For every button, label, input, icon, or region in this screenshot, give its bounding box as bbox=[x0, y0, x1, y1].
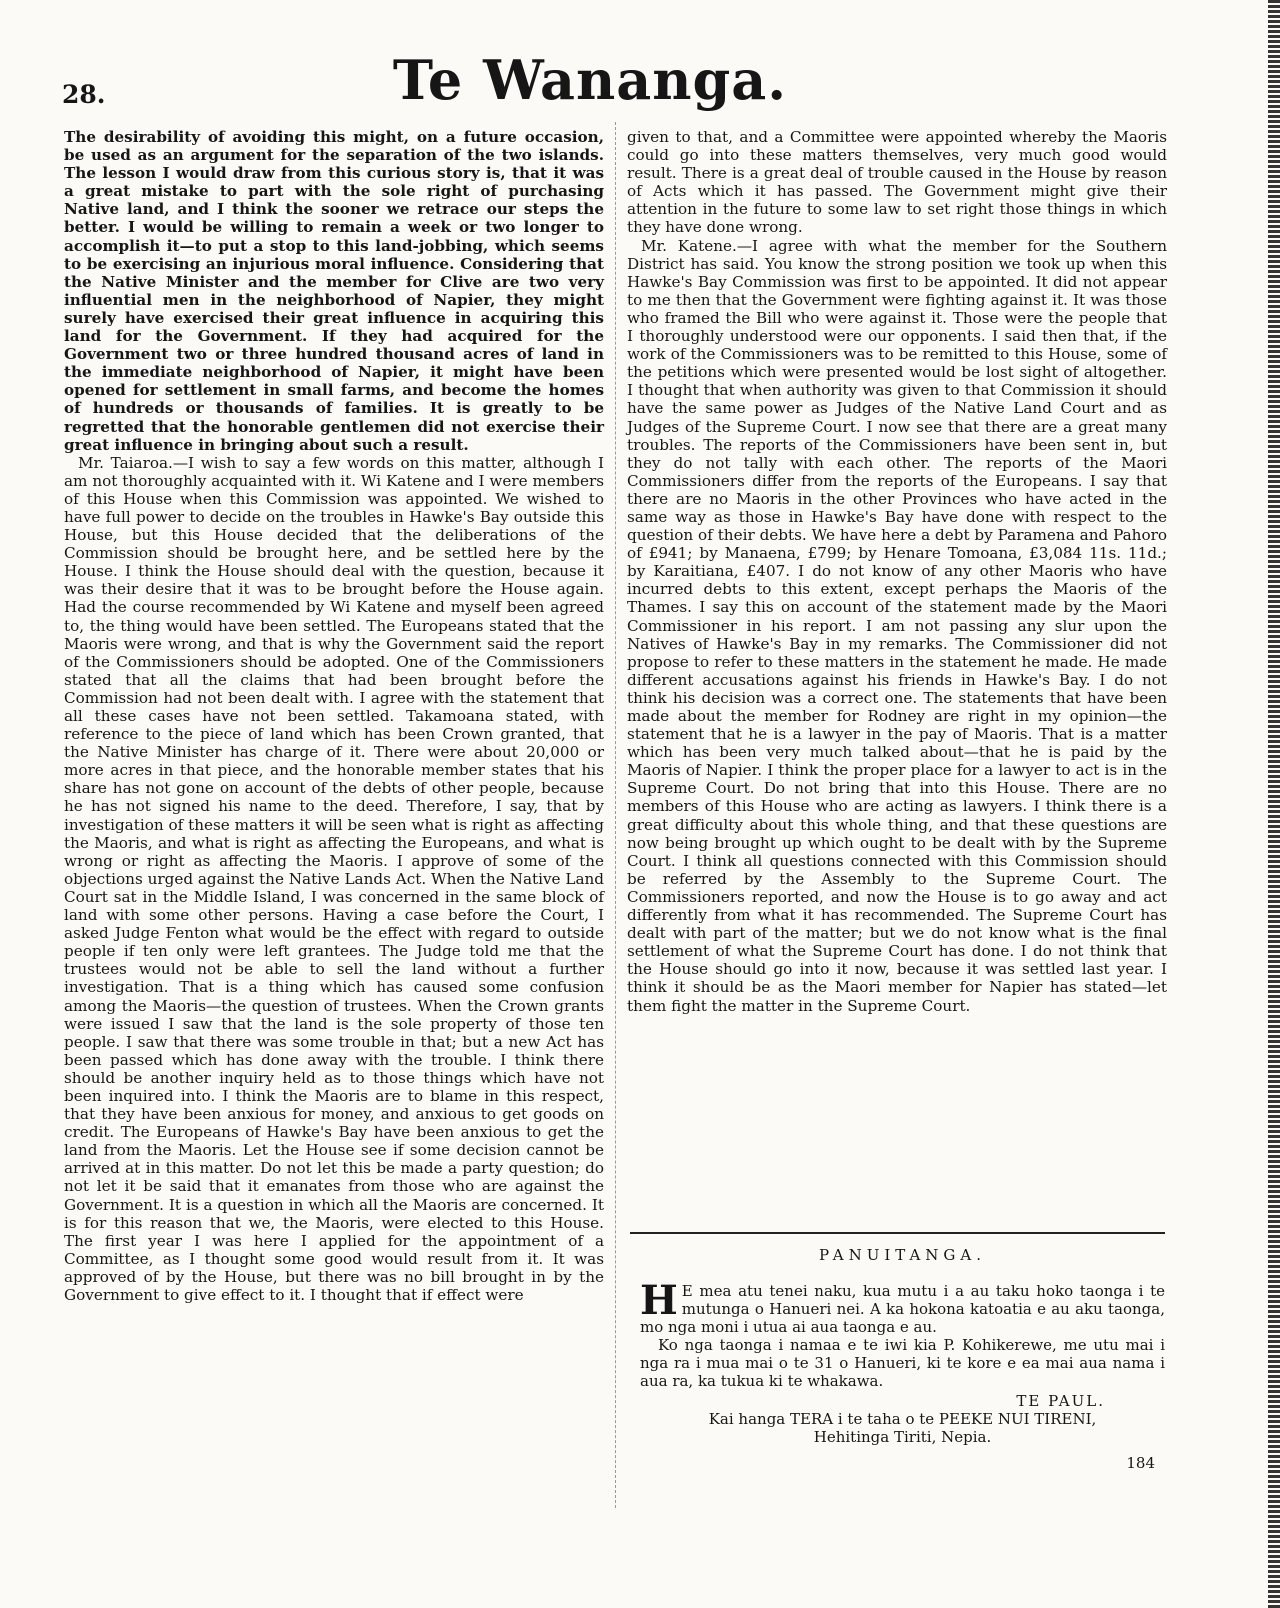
notice-number: 184 bbox=[1126, 1454, 1155, 1472]
page-edge bbox=[1268, 0, 1280, 1608]
notice-title: PANUITANGA. bbox=[819, 1246, 986, 1264]
page-number: 28. bbox=[62, 80, 106, 109]
notice-advertisement bbox=[640, 1246, 1165, 1472]
masthead-title: Te Wananga. bbox=[392, 48, 788, 112]
paragraph: Mr. Katene.—I agree with what the member for the Southern District has said. You know the strong position we took up when this Hawke's Bay Commission was first to be appointed. It did not appear to me then that the Government were fighting against it. It was those who framed the Bill who were against it. Those were the people that I thoroughly understood were our opponents. I said then that, if the work of the Commissioners was to be remitted to this House, some of the petitions which were presented would be lost sight of altogether. I thought that when authority was given to that Commission it should have the same power as Judges of the Native Land Court and as Judges of the Supreme Court. I now see that there are a great many troubles. The reports of the Commissioners have been sent in, but they do not tally with each other. The reports of the Maori Commissioners differ from the reports of the Europeans. I say that there are no Maoris in the other Provinces who have acted in the same way as those in Hawke's Bay have done with respect to the question of their debts. We have here a debt by Paramena and Pahoro of £941; by Manaena, £799; by Henare Tomoana, £3,084 11s. 11d.; by Karaitiana, £407. I do not know of any other Maoris who have incurred debts to this extent, except perhaps the Maoris of the Thames. I say this on account of the statement made by the Maori Commissioner in his report. I am not passing any slur upon the Natives of Hawke's Bay in my remarks. The Commissioner did not propose to refer to these matters in the statement he made. He made different accusations against his friends in Hawke's Bay. I do not think his decision was a correct one. The statements that have been made about the member for Rodney are right in my opinion—the statement that he is a lawyer in the pay of Maoris. That is a matter which has been very much talked about—that he is paid by the Maoris of Napier. I think the proper place for a lawyer to act is in the Supreme Court. Do not bring that into this House. There are no members of this House who are acting as lawyers. I think there is a great difficulty about this whole thing, and that these questions are now being brought up which ought to be dealt with by the Supreme Court. I think all questions connected with this Commission should be referred by the Assembly to the Supreme Court. The Commissioners reported, and now the House is to go away and act differently from what it has recommended. The Supreme Court has dealt with part of the matter; but we do not know what is the final settlement of what the Supreme Court has done. I do not think that the House should go into it now, because it was settled last year. I think it should be as the Maori member for Napier has stated—let them fight the matter in the Supreme Court. bbox=[627, 236, 1167, 1015]
notice-address: Hehitinga Tiriti, Nepia. bbox=[813, 1428, 992, 1446]
notice-paragraph: Ko nga taonga i namaa e te iwi kia P. Kohikerewe, me utu mai i nga ra i mua mai o te 31 o Hanueri, ki te kore e ea mai aua nama i aua ra, ka tukua ki te whakawa. bbox=[640, 1336, 1165, 1390]
drop-cap: H bbox=[640, 1277, 678, 1324]
paragraph: Mr. Taiaroa.—I wish to say a few words on this matter, although I am not thoroughly acquainted with it. Wi Katene and I were members of this House when this Commission was appointed. We wished to have full power to decide on the troubles in Hawke's Bay outside this House, but this House decided that the deliberations of the Commission should be brought here, and be settled here by the House. I think the House should deal with the question, because it was their desire that it was to be brought before the House again. Had the course recommended by Wi Katene and myself been agreed to, the thing would have been settled. The Europeans stated that the Maoris were wrong, and that is why the Government said the report of the Commissioners should be adopted. One of the Commissioners stated that all the claims that had been brought before the Commission had not been dealt with. I agree with the statement that all these cases have not been settled. Takamoana stated, with reference to the piece of land which has been Crown granted, that the Native Minister has charge of it. There were about 20,000 or more acres in that piece, and the honorable member states that his share has not gone on account of the debts of other people, because he has not signed his name to the deed. Therefore, I say, that by investigation of these matters it will be seen what is right as affecting the Maoris, and what is right as affecting the Europeans, and what is wrong or right as affecting the Maoris. I approve of some of the objections urged against the Native Lands Act. When the Native Land Court sat in the Middle Island, I was concerned in the same block of land with some other persons. Having a case before the Court, I asked Judge Fenton what would be the effect with regard to outside people if ten only were left grantees. The Judge told me that the trustees would not be able to sell the land without a further investigation. That is a thing which has caused some confusion among the Maoris—the question of trustees. When the Crown grants were issued I saw that the land is the sole property of those ten people. I saw that there was some trouble in that; but a new Act has been passed which has done away with the trouble. I think there should be another inquiry held as to those things which have not been inquired into. I think the Maoris are to blame in this respect, that they have been anxious for money, and anxious to get goods on credit. The Europeans of Hawke's Bay have been anxious to get the land from the Maoris. Let the House see if some decision cannot be arrived at in this matter. Do not let this be made a party question; do not let it be said that it emanates from those who are against the Government. It is a question in which all the Maoris are concerned. It is for this reason that we, the Maoris, were elected to this House. The first year I was here I applied for the appointment of a Committee, as I thought some good would result from it. It was approved of by the House, but there was no bill brought in by the Government to give effect to it. I thought that if effect were bbox=[64, 453, 605, 1304]
notice-body bbox=[640, 1277, 1165, 1390]
left-column bbox=[64, 128, 604, 1304]
notice-signature: TE PAUL. bbox=[1016, 1392, 1105, 1410]
notice-paragraph bbox=[640, 1277, 1165, 1336]
right-column bbox=[627, 128, 1167, 1015]
column-divider bbox=[615, 122, 616, 1508]
paragraph: given to that, and a Committee were appointed whereby the Maoris could go into these matters themselves, very much good would result. There is a great deal of trouble caused in the House by reason of Acts which it has passed. The Government might give their attention in the future to some law to set right those things in which they have done wrong. bbox=[627, 128, 1167, 237]
section-rule bbox=[630, 1232, 1165, 1234]
notice-address: Kai hanga TERA i te taha o te PEEKE NUI TIRENI, bbox=[708, 1410, 1097, 1428]
paragraph: The desirability of avoiding this might, on a future occasion, be used as an argument for the separation of the two islands. The lesson I would draw from this curious story is, that it was a great mistake to part with the sole right of purchasing Native land, and I think the sooner we retrace our steps the better. I would be willing to remain a week or two longer to accomplish it—to put a stop to this land-jobbing, which seems to be exercising an injurious moral influence. Considering that the Native Minister and the member for Clive are two very influential men in the neighborhood of Napier, they might surely have exercised their great influence in acquiring this land for the Government. If they had acquired for the Government two or three hundred thousand acres of land in the immediate neighborhood of Napier, it might have been opened for settlement in small farms, and become the homes of hundreds or thousands of families. It is greatly to be regretted that the honorable gentlemen did not exercise their great influence in bringing about such a result. bbox=[64, 128, 604, 454]
notice-text: E mea atu tenei naku, kua mutu i a au taku hoko taonga i te mutunga o Hanueri nei. A ka hokona katoatia e au aku taonga, mo nga moni i utua ai aua taonga e au. bbox=[640, 1282, 1165, 1336]
